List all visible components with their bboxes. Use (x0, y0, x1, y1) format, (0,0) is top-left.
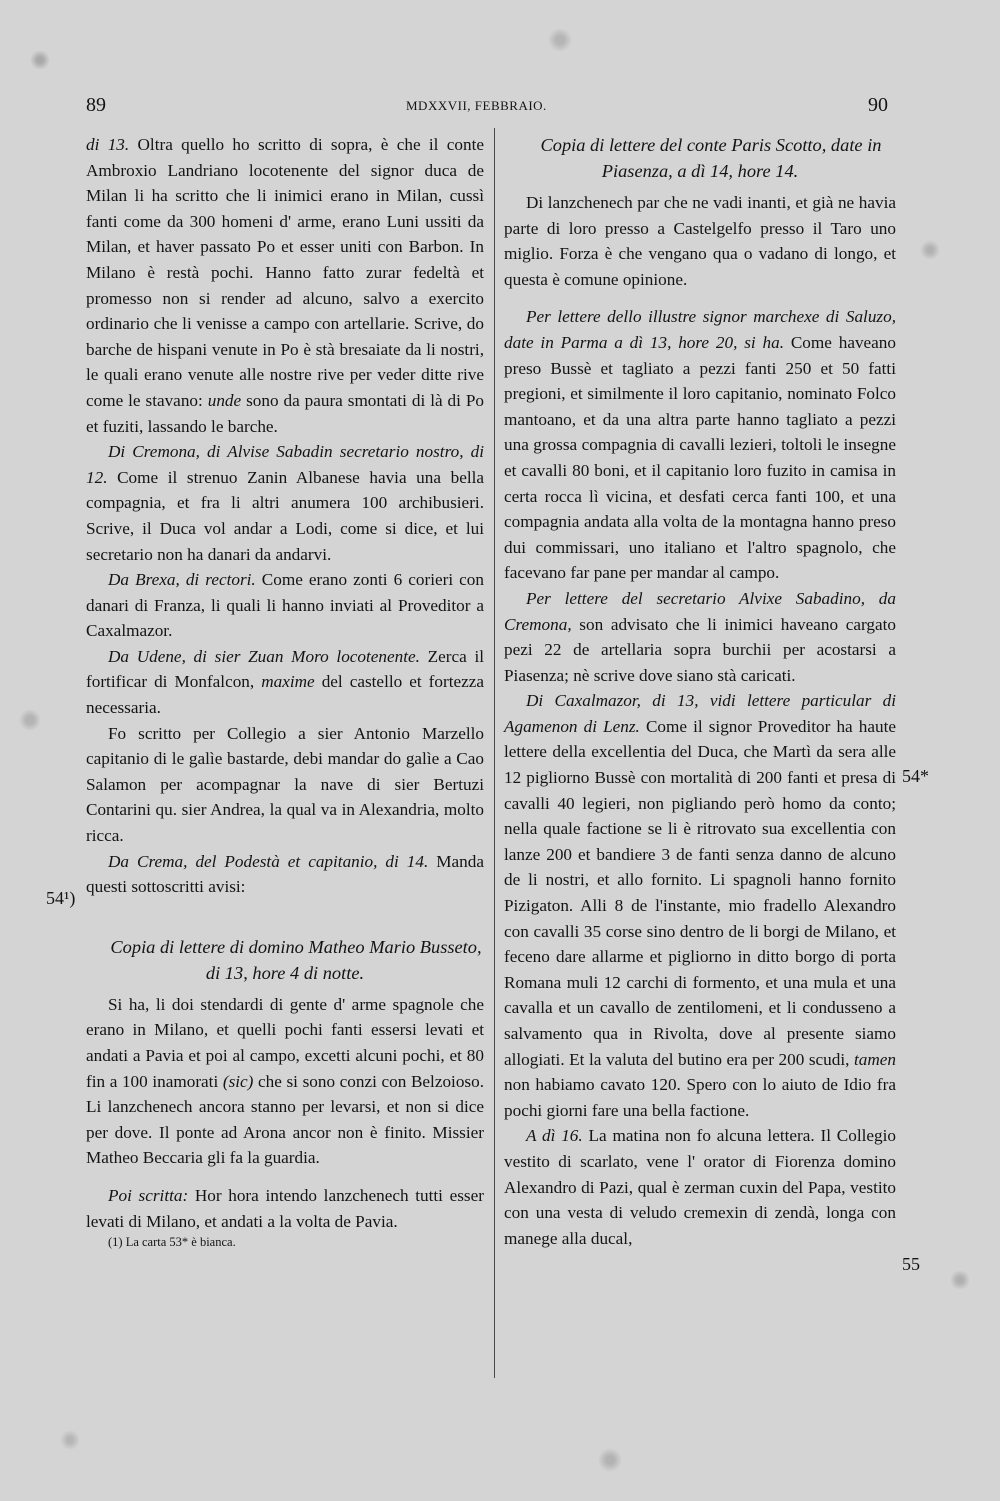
paragraph (86, 567, 484, 644)
running-title: MDXXVII, FEBBRAIO. (406, 98, 547, 113)
paragraph-lead: Da Brexa, di rectori. (108, 570, 256, 590)
paragraph-text: Hor hora intendo lanzchenech tutti esser levati di Milano, et andati a la volta de Pavia. (86, 1185, 484, 1231)
section-heading: Copia di lettere del conte Paris Scotto, date in Piasenza, a dì 14, hore 14. (540, 135, 882, 181)
paragraph (86, 132, 484, 439)
paragraph-text: La matina non fo alcuna lettera. Il Collegio vestito di scarlato, vene l' orator di Fiorenza domino Alexandro di Pazi, qual è zerman cuxin del Papa, vestito con una vesta di veludo cremexin di zendà, longa con manege alla ducal, (504, 1126, 897, 1248)
paragraph (504, 688, 896, 1123)
paragraph-lead: Per lettere del secretario Alvixe Sabadino, da Cremona, (504, 588, 896, 634)
paragraph (504, 304, 896, 586)
paragraph-text: Manda questi sottoscritti avisi: (86, 851, 484, 897)
paragraph (86, 439, 484, 567)
paragraph (86, 1183, 484, 1234)
paragraph-text: Di lanzchenech par che ne vadi inanti, et già ne havia parte di loro presso a Castelgelfo presso il Taro uno miglio. Forza è che vengano qua o vadano di longo, et questa è comune opinione. (504, 193, 896, 289)
paragraph-text: Oltra quello ho scritto di sopra, è che il conte Ambroxio Landriano locotenente del signor duca de Milan li ha scritto che li inimici erano in Milan, cussì fanti come da 300 homeni d' arme, erano Luni ussiti da Milan, et haver passato Po et esser uniti con Barbon. In Milano è restà pochi. Hanno fatto zurar fedeltà et promesso non si render ad alcuno, salvo a exercito ordinario che li venisse a campo con artellarie. Scrive, do barche de hispani venute in Po è stà bresaiate da li nostri, le quali erano venute alle nostre rive per veder ditte rive come le stavano: (86, 135, 484, 410)
footnote: (1) La carta 53* è bianca. (108, 1235, 236, 1250)
paragraph-text: Come erano zonti 6 corieri con danari di Franza, li quali li hanno inviati al Proveditor a Caxalmazor. (86, 570, 484, 641)
margin-marker-right-2: 55 (902, 1254, 920, 1274)
paragraph-lead: Di Caxalmazor, di 13, vidi lettere particular di Agamenon di Lenz. (504, 691, 896, 736)
paragraph-text: son advisato che li inimici haveano cargato pezi 22 de artellaria sopra burchii per acostarsi a Piasenza; nè scrive dove siano stà caricati. (504, 614, 896, 685)
column-divider (494, 128, 495, 1378)
latin-word: maxime (261, 672, 315, 692)
paragraph-lead: Per lettere dello illustre signor marchexe di Saluzo, date in Parma a dì 13, hore 20, si ha. (504, 307, 896, 352)
latin-word: (sic) (222, 1071, 254, 1091)
paragraph-text: che si sono conzi con Belzoioso. Li lanzchenech ancora stanno per levarsi, et non si dice per dove. Il ponte ad Arona ancor non è finito. Missier Matheo Beccaria gli fa la guardia. (86, 1071, 484, 1168)
right-column (504, 132, 896, 1251)
paragraph (504, 586, 896, 688)
margin-marker-left: 54¹) (46, 888, 76, 908)
left-column (86, 132, 484, 1250)
page-header (0, 94, 1000, 118)
latin-word: tamen (853, 1049, 896, 1069)
paragraph-text: non habiamo cavato 120. Spero con lo aiuto de Idio fra pochi giorni fare una bella factione. (504, 1075, 896, 1120)
paragraph (86, 644, 484, 721)
paragraph-lead: Poi scritta: (108, 1185, 189, 1205)
paragraph-text: Si ha, li doi stendardi di gente d' arme spagnole che erano in Milano, et quelli pochi fanti essersi levati et andati a Pavia et poi al campo, excetti alcuni pochi, et 80 fin a 100 inamorati (86, 994, 484, 1091)
paragraph-lead: Di Cremona, di Alvise Sabadin secretario nostro, di 12. (86, 442, 484, 487)
paragraph-text: sono da paura smontati di là di Po et fuziti, lassando le barche. (86, 390, 484, 436)
paragraph (86, 721, 484, 849)
paragraph-text: Come il signor Proveditor ha haute lettere della excellentia del Duca, che Martì da sera alle 12 pigliorno Bussè con mortalità di 200 fanti et presa di cavalli 40 legieri, non pigliando però homo da conto; nella quale factione se li è ritrovato sua excellentia con lanze 200 et bandiere 3 de fanti senza danno de alcuno de li nostri, et allo fornito. Li spagnoli hanno fornito Pizigaton. Alli 8 de l'instante, mio fradello Alexandro con cavalli 35 corse sino dentro de li borgi de Milano, et feceno dare allarme et pigliorno in ditto borgo di porta Romana muli 12 carchi di formento, et una mula et una cavalla et un cavallo de zentilomeni, et li condusseno a salvamento qua in Rivolta, dove al presente siamo allogiati. Et la valuta del butino era per 200 scudi, (504, 716, 896, 1069)
paragraph-text: Zerca il fortificar di Monfalcon, (86, 646, 484, 692)
paragraph (504, 190, 896, 292)
paragraph-lead: A dì 16. (526, 1126, 583, 1146)
paragraph (504, 1123, 896, 1251)
section-heading: Copia di lettere di domino Matheo Mario Busseto, di 13, hore 4 di notte. (110, 936, 482, 983)
page-number-right: 90 (868, 94, 888, 116)
paragraph (86, 849, 484, 900)
margin-marker-right-1: 54* (902, 766, 929, 786)
paragraph-lead: di 13. (86, 135, 130, 154)
paragraph-text: Come haveano preso Bussè et tagliato a pezzi fanti 250 et 50 fatti pregioni, et similmente il loro capitanio, nominato Folco mantoano, et da una altra parte hanno tagliato a pezzi una grossa compagnia di cavalli lezieri, toltoli le insegne et cavalli 80 boni, et il capitanio loro fuzito in camisa in certa rocca lì vicina, et desfati cerca fanti 100, et una compagnia andata alla volta de la montagna hanno preso dui commissari, uno italiano et l'altro spagnolo, che facevano far pane per mandar al campo. (504, 332, 896, 583)
paragraph-text: del castello et fortezza necessaria. (86, 672, 484, 718)
paragraph (86, 992, 484, 1171)
page-number-left: 89 (86, 94, 106, 116)
paragraph-text: Fo scritto per Collegio a sier Antonio Marzello capitanio di le galìe bastarde, debi mandar do galìe a Cao Salamon per acompagnar la nave di sier Bertuzi Contarini qu. sier Andrea, la qual va in Alexandria, molto ricca. (86, 723, 484, 846)
latin-word: unde (207, 390, 242, 410)
paragraph-lead: Da Udene, di sier Zuan Moro locotenente. (108, 646, 420, 666)
paragraph-text: Come il strenuo Zanin Albanese havia una bella compagnia, et fra li altri anumera 100 archibusieri. Scrive, il Duca vol andar a Lodi, come si dice, et lui secretario non ha danari da andarvi. (86, 467, 484, 564)
paragraph-lead: Da Crema, del Podestà et capitanio, di 14. (108, 851, 429, 871)
